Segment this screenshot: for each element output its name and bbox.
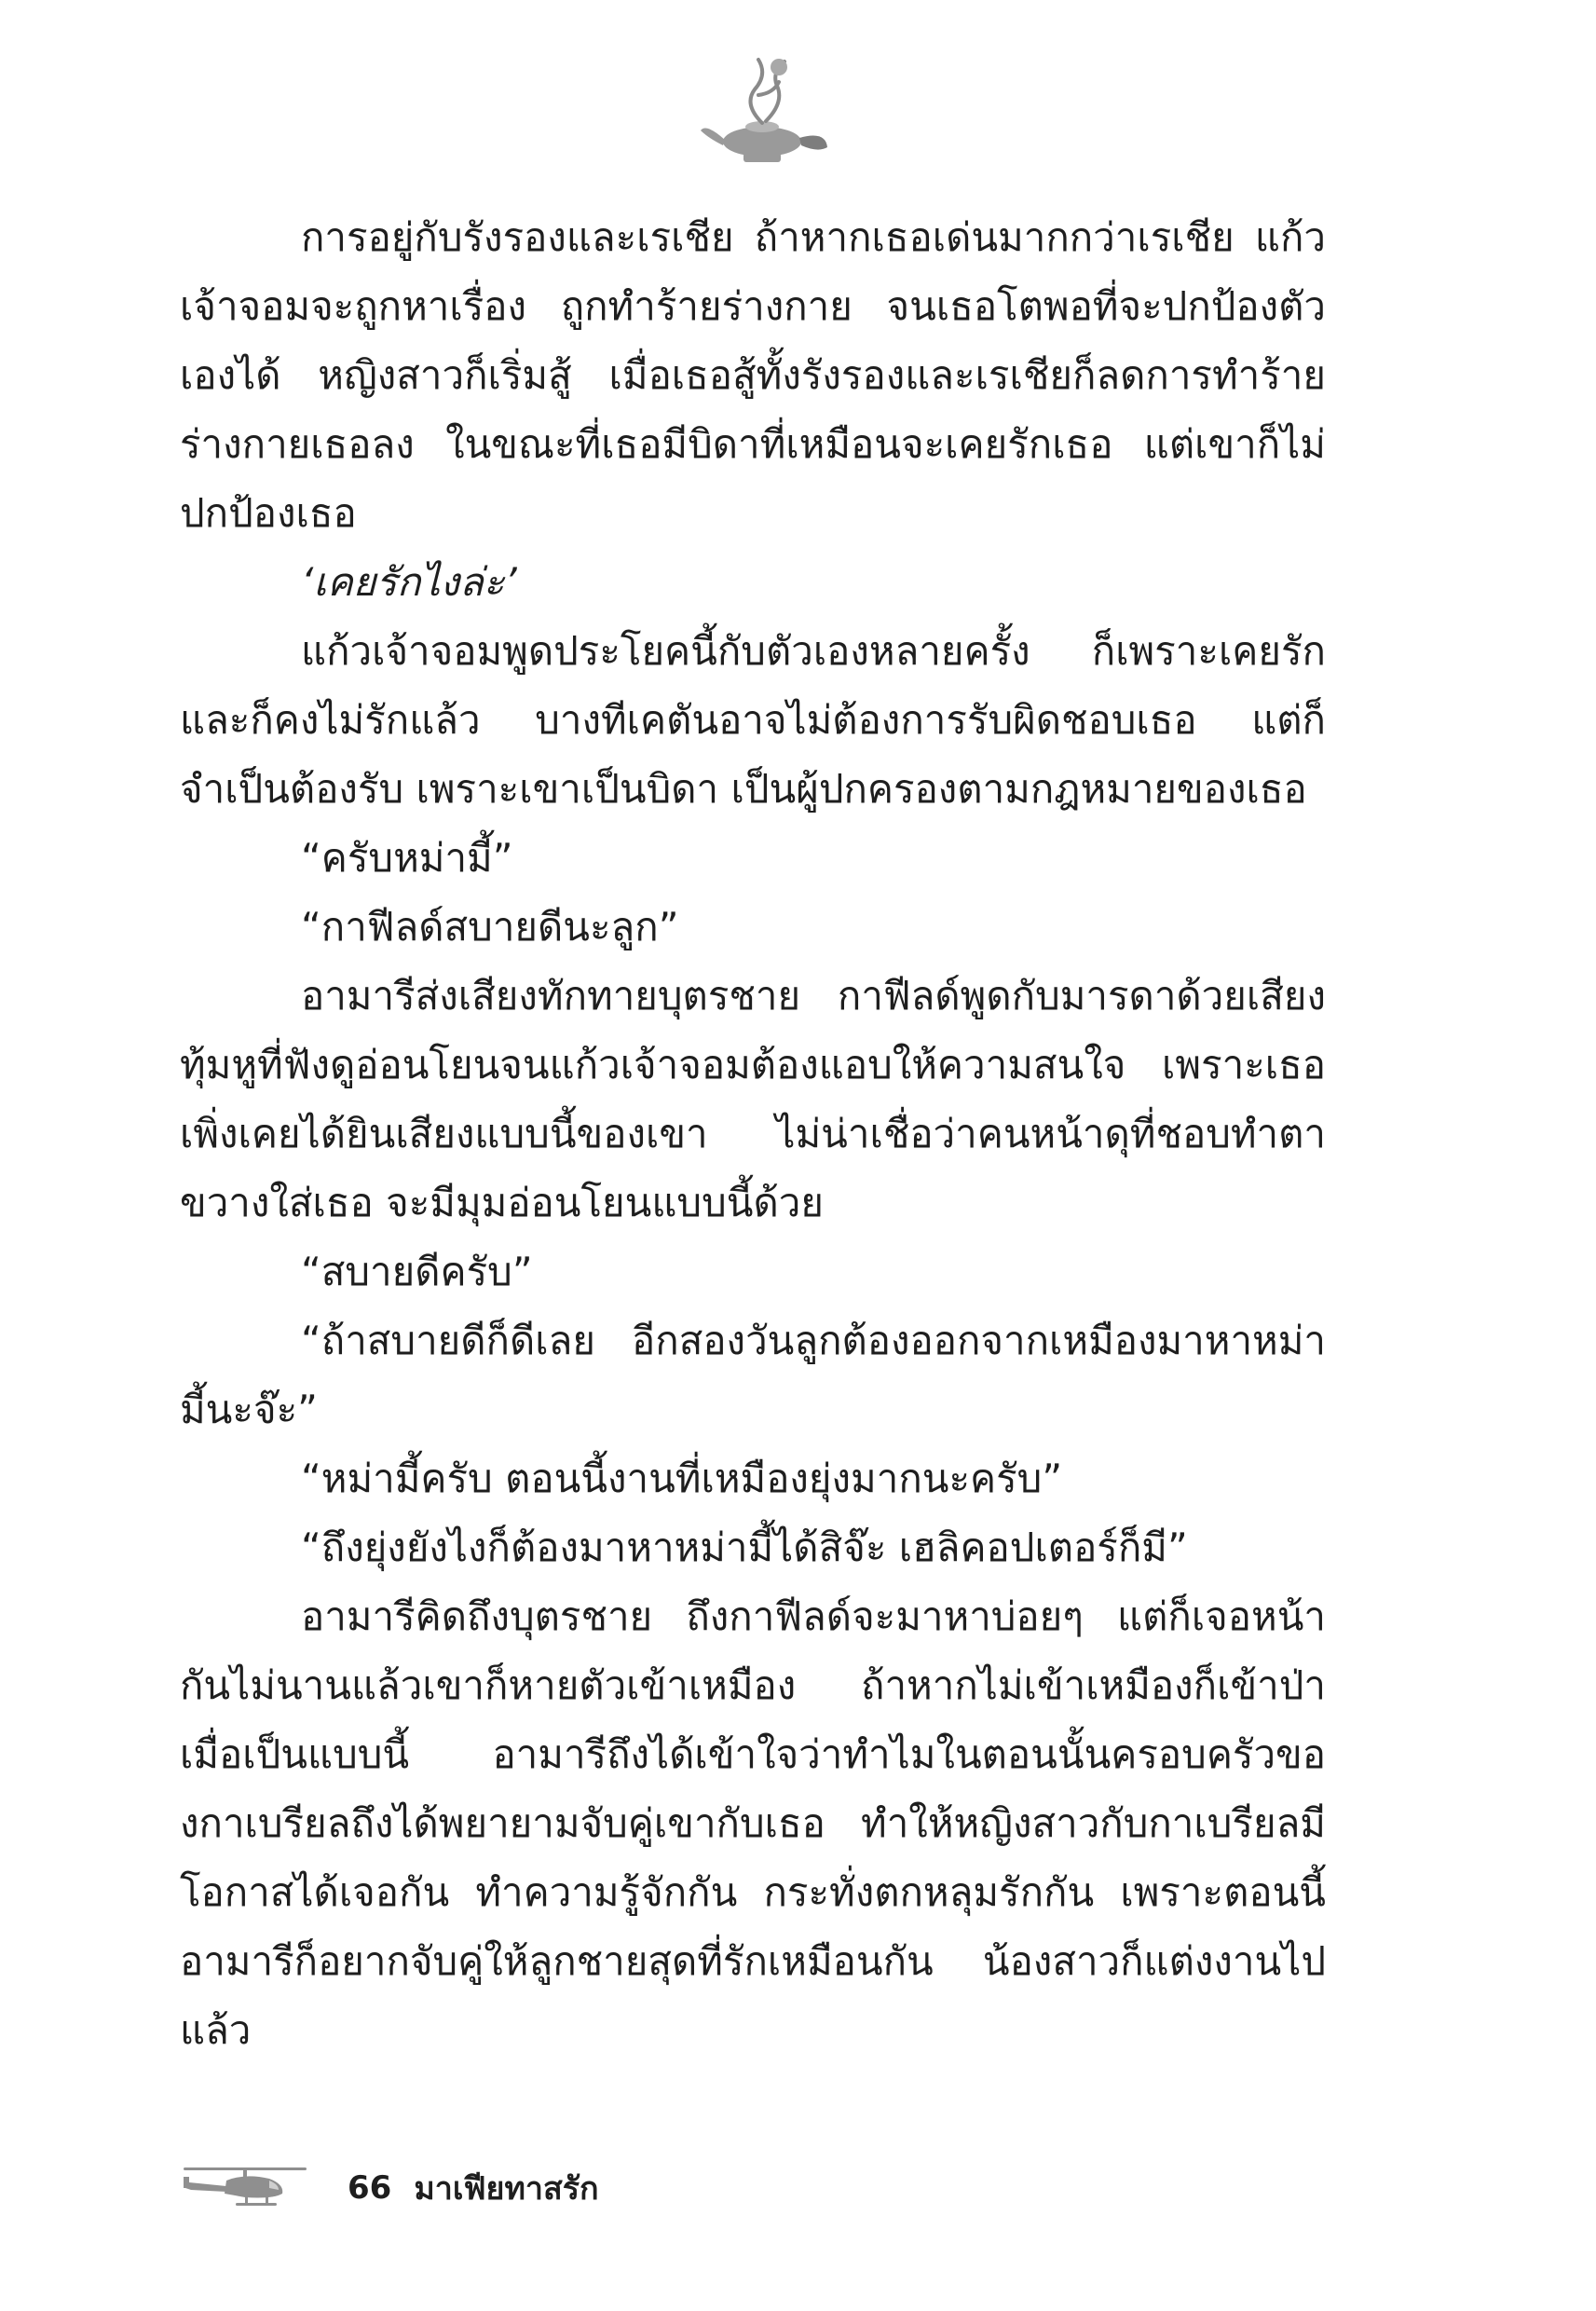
dialogue-line: “กาฟีลด์สบายดีนะลูก”	[301, 904, 679, 950]
book-title: มาเฟียทาสรัก	[414, 2170, 599, 2208]
paragraph: อามารีคิดถึงบุตรชาย ถึงกาฟีลด์จะมาหาบ่อยๆ แต่ก็เจอหน้ากันไม่นานแล้วเขาก็หายตัวเข้าเหมือง ถ้าหากไม่เข้าเหมืองก็เข้าป่า เมื่อเป็นแบบนี้ อามารีถึงได้เข้าใจว่าทำไมในตอนนั้นครอบครัวของกาเบรียลถึงได้พยายามจับคู่เขากับเธอ ทำให้หญิงสาวกับกาเบรียลมีโอกาสได้เจอกัน ทำความรู้จักกัน กระทั่งตกหลุมรักกัน เพราะตอนนี้อามารีก็อยากจับคู่ให้ลูกชายสุดที่รักเหมือนกัน น้องสาวก็แต่งงานไปแล้ว	[180, 1593, 1326, 2053]
body-text	[180, 203, 1326, 2065]
paragraph-italic: ‘เคยรักไงล่ะ’	[301, 559, 517, 605]
paragraph: อามารีส่งเสียงทักทายบุตรชาย กาฟีลด์พูดกับมารดาด้วยเสียงทุ้มหูที่ฟังดูอ่อนโยนจนแก้วเจ้าจอมต้องแอบให้ความสนใจ เพราะเธอเพิ่งเคยได้ยินเสียงแบบนี้ของเขา ไม่น่าเชื่อว่าคนหน้าดุที่ชอบทำตาขวางใส่เธอ จะมีมุมอ่อนโยนแบบนี้ด้วย	[180, 973, 1326, 1225]
paragraph: การอยู่กับรังรองและเรเชีย ถ้าหากเธอเด่นมากกว่าเรเชีย แก้วเจ้าจอมจะถูกหาเรื่อง ถูกทำร้ายร่างกาย จนเธอโตพอที่จะปกป้องตัวเองได้ หญิงสาวก็เริ่มสู้ เมื่อเธอสู้ทั้งรังรองและเรเชียก็ลดการทำร้ายร่างกายเธอลง ในขณะที่เธอมีบิดาที่เหมือนจะเคยรักเธอ แต่เขาก็ไม่ปกป้องเธอ	[180, 214, 1326, 536]
helicopter-icon	[180, 2160, 310, 2216]
dialogue-line: “ถึงยุ่งยังไงก็ต้องมาหาหม่ามี้ได้สิจ๊ะ เฮลิคอปเตอร์ก็มี”	[301, 1525, 1188, 1570]
dialogue-line: “ครับหม่ามี้”	[301, 835, 513, 881]
dialogue-line: “หม่ามี้ครับ ตอนนี้งานที่เหมืองยุ่งมากนะครับ”	[301, 1456, 1063, 1501]
dialogue-line: “สบายดีครับ”	[301, 1249, 533, 1294]
genie-lamp-icon	[688, 48, 837, 170]
page-number: 66	[348, 2169, 392, 2207]
paragraph: แก้วเจ้าจอมพูดประโยคนี้กับตัวเองหลายครั้ง ก็เพราะเคยรักและก็คงไม่รักแล้ว บางทีเคตันอาจไม่ต้องการรับผิดชอบเธอ แต่ก็จำเป็นต้องรับ เพราะเขาเป็นบิดา เป็นผู้ปกครองตามกฎหมายของเธอ	[180, 628, 1326, 812]
page-footer	[180, 2160, 599, 2216]
paragraph: “ถ้าสบายดีก็ดีเลย อีกสองวันลูกต้องออกจากเหมืองมาหาหม่ามี้นะจ๊ะ”	[180, 1318, 1326, 1432]
